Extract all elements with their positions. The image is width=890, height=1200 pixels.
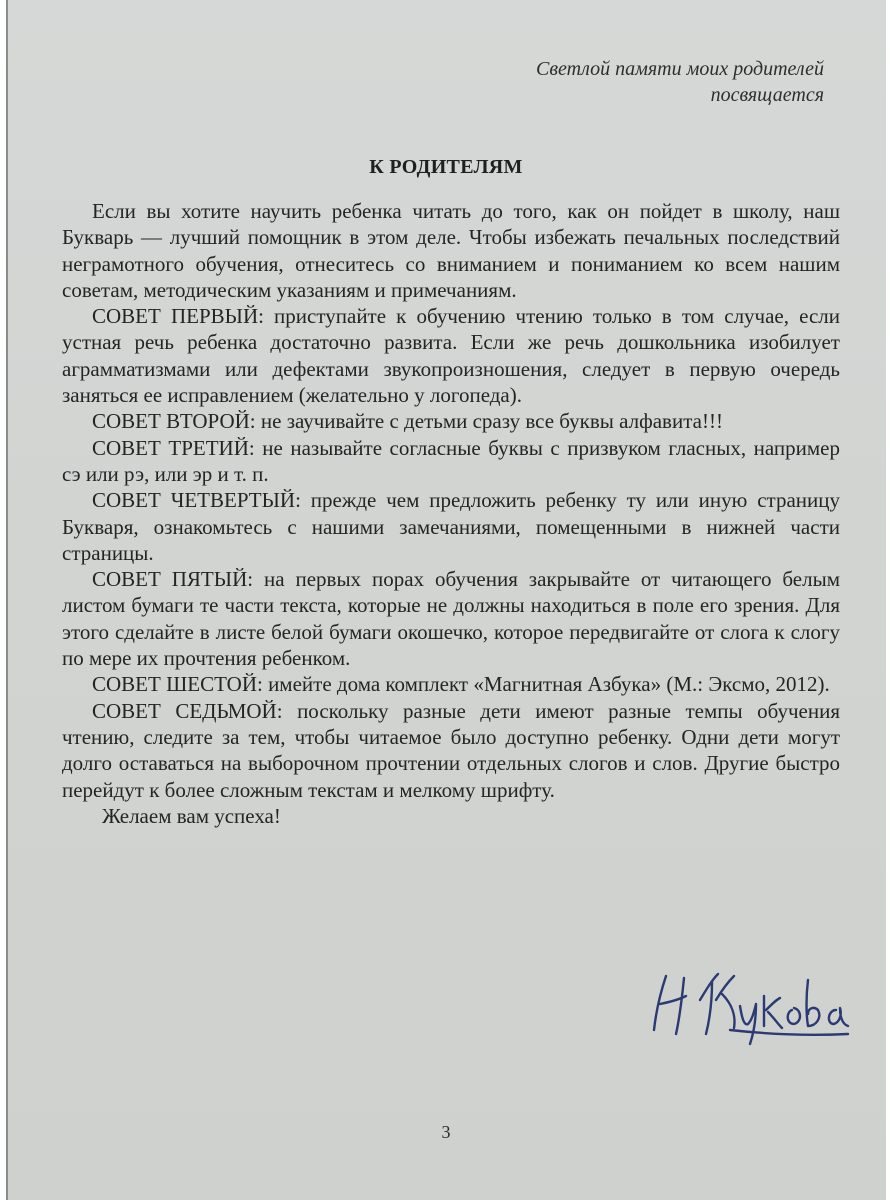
page-number: 3: [441, 1122, 451, 1142]
closing-wish: Желаем вам успеха!: [102, 803, 281, 828]
intro-paragraph: Если вы хотите научить ребенка читать до того, как он пойдет в школу, наш Букварь — лучший помощник в этом деле. Чтобы избежать печальных последствий неграмотного обучения, отнеситесь со вниманием и пониманием ко всем нашим советам, методическим указаниям и примечаниям.: [62, 199, 840, 302]
dedication-line-2: посвящается: [710, 84, 824, 106]
handwritten-signature: [636, 960, 856, 1050]
advice-paragraph-7: СОВЕТ СЕДЬМОЙ: поскольку разные дети имеют разные темпы обучения чтению, следите за тем, чтобы читаемое было доступно ребенку. Одни дети могут долго оставаться на выборочном прочтении отдельных слогов и слов. Другие быстро перейдут к более сложным текстам и мелкому шрифту.: [62, 698, 840, 802]
advice-paragraph-5: СОВЕТ ПЯТЫЙ: на первых порах обучения закрывайте от читающего белым листом бумаги те части текста, которые не должны находиться в поле его зрения. Для этого сделайте в листе белой бумаги окошечко, которое передвигайте от слога к слогу по мере их прочтения ребенком.: [62, 567, 840, 671]
advice-paragraph-1: СОВЕТ ПЕРВЫЙ: приступайте к обучению чтению только в том случае, если устная речь ребенка достаточно развита. Если же речь дошкольника изобилует аграмматизмами или дефектами звукопроизношения, следует в первую очередь заняться ее исправлением (желательно у логопеда).: [62, 304, 840, 408]
book-page: [6, 0, 886, 1200]
page-edge: [6, 0, 8, 1200]
page-title: К РОДИТЕЛЯМ: [369, 156, 523, 178]
body-text: [62, 198, 840, 829]
advice-paragraph-3: СОВЕТ ТРЕТИЙ: не называйте согласные буквы с призвуком гласных, например сэ или рэ, или эр и т. п.: [62, 435, 840, 486]
advice-paragraph-6: СОВЕТ ШЕСТОЙ: имейте дома комплект «Магнитная Азбука» (М.: Эксмо, 2012).: [92, 672, 830, 697]
dedication-line-1: Светлой памяти моих родителей: [536, 58, 824, 80]
advice-paragraph-4: СОВЕТ ЧЕТВЕРТЫЙ: прежде чем предложить ребенку ту или иную страницу Букваря, ознакомьтесь с нашими замечаниями, помещенными в нижней части страницы.: [62, 488, 840, 565]
advice-paragraph-2: СОВЕТ ВТОРОЙ: не заучивайте с детьми сразу все буквы алфавита!!!: [92, 409, 723, 434]
dedication: [536, 56, 824, 108]
